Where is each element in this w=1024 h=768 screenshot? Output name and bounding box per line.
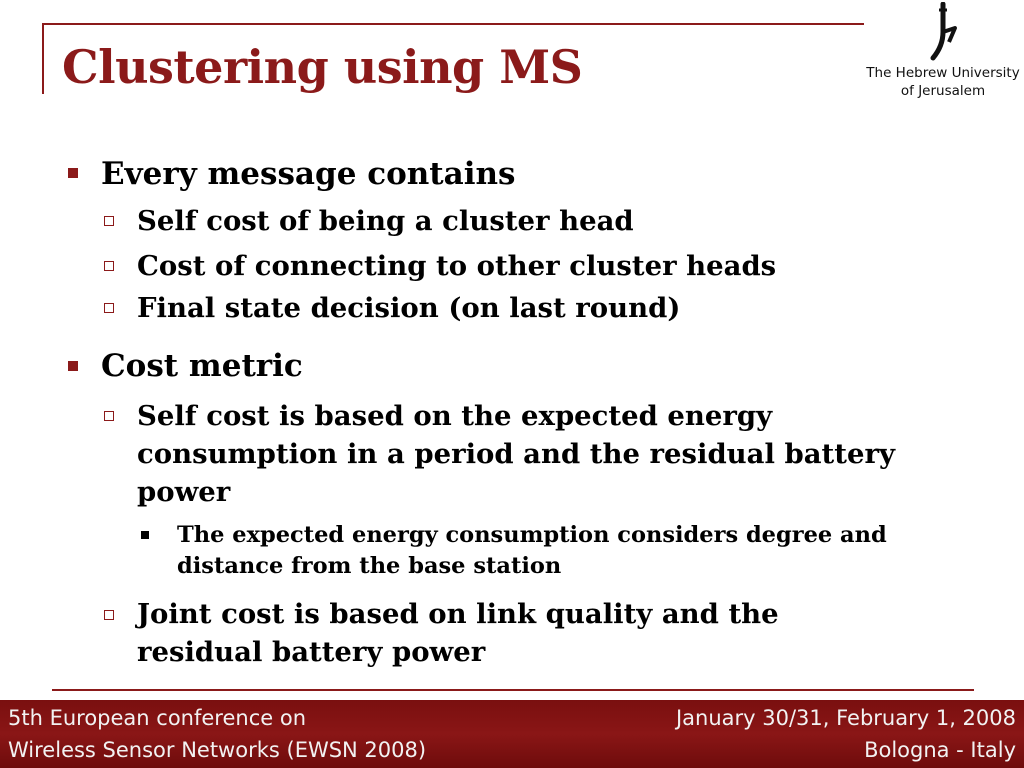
bullet-small-square-icon	[141, 531, 149, 539]
slide-title: Clustering using MS	[62, 40, 583, 94]
logo-text-line2: of Jerusalem	[900, 83, 986, 99]
bullet-level3: The expected energy consumption considers degree and distance from the base station	[177, 522, 887, 579]
university-logo	[862, 0, 1024, 110]
footer-banner	[0, 700, 1024, 768]
footer-location: Bologna - Italy	[864, 738, 1016, 762]
bullet-square-icon	[68, 168, 78, 178]
bullet-level1: Every message contains	[101, 156, 516, 192]
bullet-hollow-square-icon	[104, 216, 114, 226]
bullet-square-icon	[68, 361, 78, 371]
bullet-hollow-square-icon	[104, 411, 114, 421]
footer-date: January 30/31, February 1, 2008	[675, 706, 1016, 730]
hebrew-letter-lamed-emblem-icon	[923, 2, 963, 62]
title-frame-top-line	[42, 23, 864, 25]
footer-conference-line2: Wireless Sensor Networks (EWSN 2008)	[8, 738, 427, 762]
bullet-hollow-square-icon	[104, 303, 114, 313]
bullet-hollow-square-icon	[104, 610, 114, 620]
footer-divider	[52, 689, 974, 691]
bullet-level2: Self cost is based on the expected energy consumption in a period and the residual battery power	[137, 400, 895, 508]
bullet-hollow-square-icon	[104, 261, 114, 271]
bullet-level2: Self cost of being a cluster head	[137, 205, 634, 237]
bullet-level1: Cost metric	[101, 348, 303, 384]
bullet-level2: Joint cost is based on link quality and the residual battery power	[137, 598, 779, 668]
bullet-level2: Cost of connecting to other cluster heads	[137, 250, 777, 282]
title-frame-left-line	[42, 23, 44, 94]
bullet-level2: Final state decision (on last round)	[137, 292, 681, 324]
logo-text-line1: The Hebrew University	[866, 65, 1020, 81]
footer-conference-line1: 5th European conference on	[8, 706, 306, 730]
